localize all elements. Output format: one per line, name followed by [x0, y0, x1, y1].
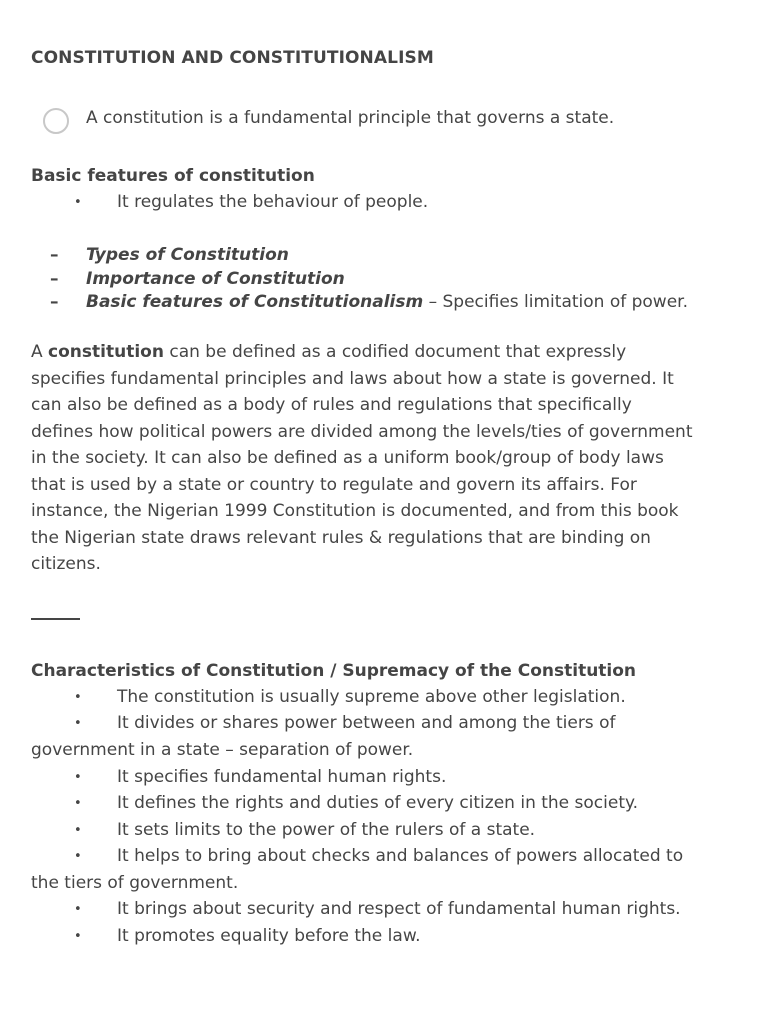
- definition-term: constitution: [48, 342, 164, 362]
- dash-item-label: Importance of Constitution: [86, 269, 345, 289]
- definition-line: [31, 342, 626, 362]
- characteristic-item: It promotes equality before the law.: [117, 926, 421, 946]
- basic-features-heading: Basic features of constitution: [31, 166, 315, 186]
- definition-text: can be defined as a codified document that expressly: [163, 342, 627, 362]
- definition-line: can also be defined as a body of rules and regulations that specifically: [31, 395, 632, 415]
- bullet-icon: •: [74, 195, 82, 210]
- dash-list-item: [86, 245, 289, 265]
- bullet-icon: •: [74, 716, 82, 731]
- definition-line: that is used by a state or country to regulate and govern its affairs. For: [31, 475, 637, 495]
- checkbox-circle[interactable]: [43, 108, 69, 134]
- characteristics-heading: Characteristics of Constitution / Supremacy of the Constitution: [31, 661, 637, 681]
- characteristic-item: It specifies fundamental human rights.: [117, 767, 447, 787]
- dash-item-label: Types of Constitution: [86, 245, 289, 265]
- characteristic-item: It defines the rights and duties of every citizen in the society.: [117, 793, 639, 813]
- definition-line: citizens.: [31, 554, 101, 574]
- dash-icon: –: [50, 292, 59, 312]
- basic-features-bullet: It regulates the behaviour of people.: [117, 192, 429, 212]
- characteristic-item: It brings about security and respect of fundamental human rights.: [117, 899, 681, 919]
- bullet-icon: •: [74, 929, 82, 944]
- dash-list-item: [86, 292, 688, 312]
- definition-line: the Nigerian state draws relevant rules & regulations that are binding on: [31, 528, 651, 548]
- bullet-icon: •: [74, 849, 82, 864]
- section-divider: [31, 618, 80, 620]
- characteristic-item: The constitution is usually supreme above other legislation.: [117, 687, 626, 707]
- characteristic-item: It divides or shares power between and among the tiers of: [117, 713, 616, 733]
- bullet-icon: •: [74, 796, 82, 811]
- document-title: CONSTITUTION AND CONSTITUTIONALISM: [31, 48, 434, 68]
- dash-item-rest: – Specifies limitation of power.: [423, 292, 689, 312]
- characteristic-item: It sets limits to the power of the rulers of a state.: [117, 820, 536, 840]
- bullet-icon: •: [74, 902, 82, 917]
- bullet-icon: •: [74, 690, 82, 705]
- definition-line: in the society. It can also be defined as a uniform book/group of body laws: [31, 448, 664, 468]
- characteristic-item-continued: the tiers of government.: [31, 873, 239, 893]
- dash-icon: –: [50, 269, 59, 289]
- bullet-icon: •: [74, 770, 82, 785]
- characteristic-item-continued: government in a state – separation of power.: [31, 740, 414, 760]
- bullet-icon: •: [74, 823, 82, 838]
- checklist-item-text: A constitution is a fundamental principle that governs a state.: [86, 108, 615, 128]
- definition-lead: A: [31, 342, 49, 362]
- dash-list-item: [86, 269, 345, 289]
- characteristic-item: It helps to bring about checks and balances of powers allocated to: [117, 846, 684, 866]
- definition-line: specifies fundamental principles and laws about how a state is governed. It: [31, 369, 674, 389]
- dash-icon: –: [50, 245, 59, 265]
- definition-line: instance, the Nigerian 1999 Constitution is documented, and from this book: [31, 501, 679, 521]
- definition-line: defines how political powers are divided among the levels/ties of government: [31, 422, 693, 442]
- dash-item-label: Basic features of Constitutionalism: [86, 292, 424, 312]
